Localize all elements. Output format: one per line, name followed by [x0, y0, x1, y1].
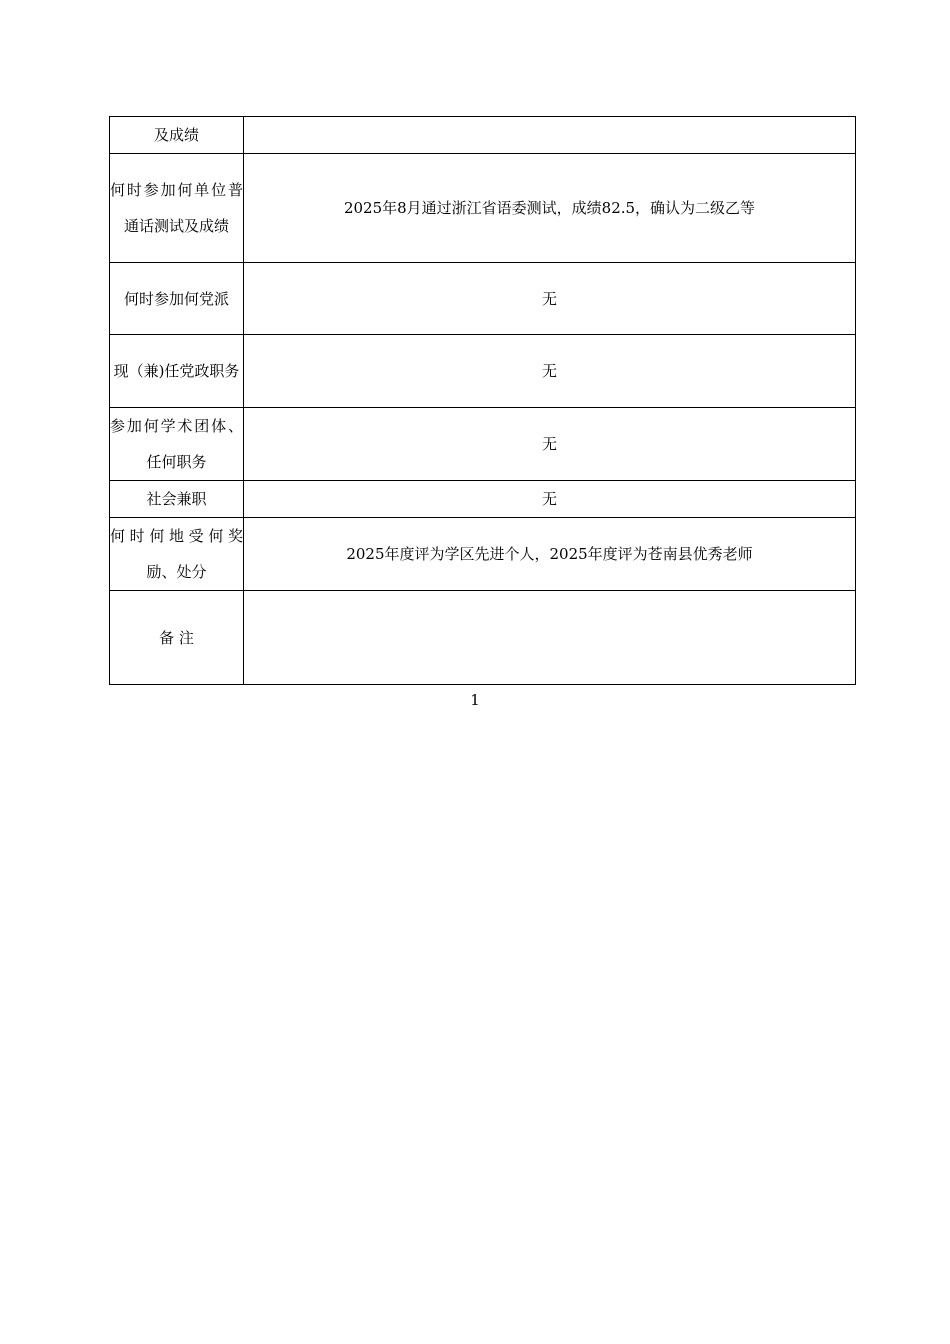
row-value-cell	[244, 117, 856, 154]
row-label: 参加何学术团体、任何职务	[110, 417, 243, 471]
row-label: 社会兼职	[146, 490, 207, 508]
table-row	[110, 591, 856, 685]
row-value-cell	[244, 481, 856, 518]
row-value: 无	[541, 362, 557, 380]
row-value-cell	[244, 335, 856, 408]
row-value-cell	[244, 154, 856, 263]
row-label: 何时何地受何奖励、处分	[110, 527, 243, 581]
row-value: 2025年8月通过浙江省语委测试，成绩82.5，确认为二级乙等	[343, 199, 756, 217]
row-value-cell	[244, 518, 856, 591]
table-row	[110, 518, 856, 591]
row-label: 及成绩	[153, 126, 199, 144]
row-label-cell	[110, 481, 244, 518]
row-label: 现（兼)任党政职务	[113, 362, 240, 380]
row-value-cell	[244, 263, 856, 335]
row-label-cell	[110, 117, 244, 154]
row-value: 无	[541, 435, 557, 453]
row-value: 无	[541, 490, 557, 508]
table-row	[110, 154, 856, 263]
page-number: 1	[470, 691, 480, 709]
row-value: 2025年度评为学区先进个人，2025年度评为苍南县优秀老师	[346, 545, 753, 563]
table-row	[110, 481, 856, 518]
table-row	[110, 117, 856, 154]
row-label: 何时参加何单位普通话测试及成绩	[110, 181, 243, 235]
row-value-cell	[244, 591, 856, 685]
row-label-cell	[110, 518, 244, 591]
row-label: 何时参加何党派	[123, 289, 229, 308]
table-row	[110, 335, 856, 408]
row-label-cell	[110, 263, 244, 335]
row-value-cell	[244, 408, 856, 481]
personnel-info-table	[109, 116, 856, 685]
row-value: 无	[541, 289, 557, 308]
row-label: 备 注	[159, 628, 194, 647]
table-row	[110, 263, 856, 335]
row-label-cell	[110, 408, 244, 481]
row-label-cell	[110, 154, 244, 263]
table-row	[110, 408, 856, 481]
row-label-cell	[110, 335, 244, 408]
row-label-cell	[110, 591, 244, 685]
